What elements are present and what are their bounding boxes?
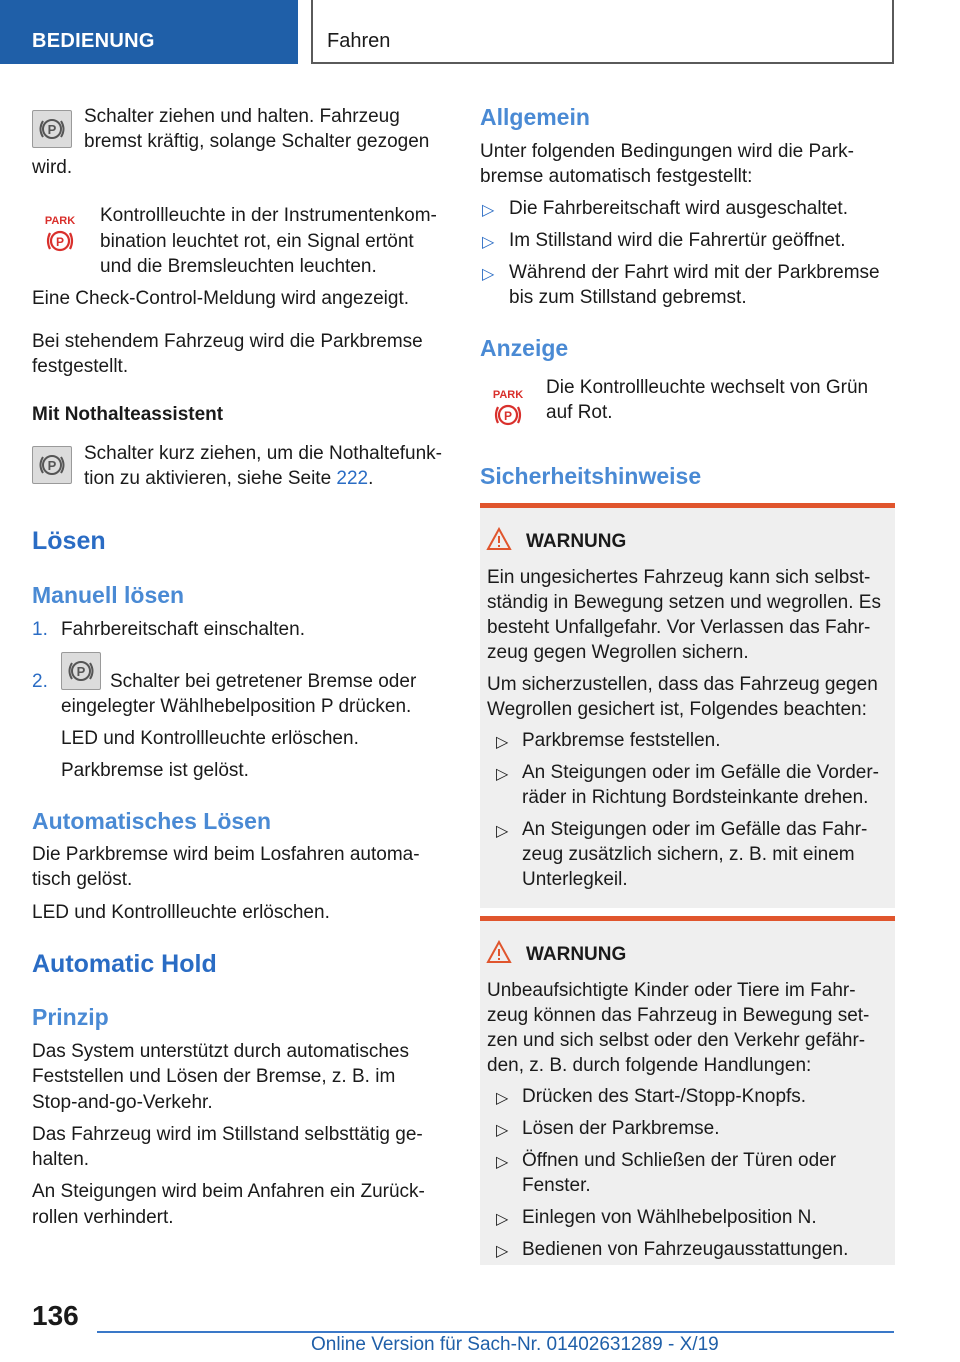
heading-automatisches-loesen: Automatisches Lösen: [32, 808, 271, 834]
paragraph-nothalt-line1: Schalter kurz ziehen, um die Nothaltefunk-: [84, 443, 443, 464]
page-number: 136: [32, 1300, 79, 1331]
paragraph-allgemein-line2: bremse automatisch festgestellt:: [480, 166, 753, 187]
warning-1-line6: Wegrollen gesichert ist, Folgendes beachten:: [487, 699, 867, 720]
heading-nothalteassistent: Mit Nothalteassistent: [32, 404, 224, 425]
paragraph-steigung-line2: rollen verhindert.: [32, 1207, 174, 1228]
warning-2-bullet-3-line1: Öffnen und Schließen der Türen oder: [522, 1150, 837, 1171]
warning-1-line4: zeug gegen Wegrollen sichern.: [487, 642, 749, 663]
warning-1-bullet-2-line1: An Steigungen oder im Gefälle die Vorder-: [522, 762, 879, 783]
bullet-triangle-icon: ▷: [496, 734, 509, 751]
step-1-text: Fahrbereitschaft einschalten.: [61, 619, 305, 640]
step-2-line1: Schalter bei getretener Bremse oder: [110, 671, 417, 692]
warning-2-bullet-3-line2: Fenster.: [522, 1175, 591, 1196]
header-section-tab: [0, 0, 298, 64]
bullet-triangle-icon: ▷: [482, 202, 495, 219]
warning-triangle-icon: [486, 527, 512, 551]
heading-allgemein: Allgemein: [480, 104, 590, 130]
header-section-label: BEDIENUNG: [32, 30, 155, 52]
paragraph-allgemein-line1: Unter folgenden Bedingungen wird die Park-: [480, 141, 854, 162]
paragraph-standing-line1: Bei stehendem Fahrzeug wird die Parkbremse: [32, 331, 423, 352]
paragraph-stillstand-line2: halten.: [32, 1149, 90, 1170]
svg-text:P: P: [47, 458, 57, 473]
parking-brake-switch-icon: [32, 110, 72, 148]
heading-prinzip: Prinzip: [32, 1004, 109, 1030]
svg-text:P: P: [76, 664, 86, 679]
warning-1-line2: ständig in Bewegung setzen und wegrollen. Es: [487, 592, 881, 613]
nothalt-text: tion zu aktivieren, siehe Seite: [84, 468, 337, 489]
bullet-2-text: Im Stillstand wird die Fahrertür geöffnet.: [509, 230, 846, 251]
warning-2-bullet-1: Drücken des Start-/Stopp-Knopfs.: [522, 1086, 807, 1107]
bullet-1-text: Die Fahrbereitschaft wird ausgeschaltet.: [509, 198, 848, 219]
step-number-1: 1.: [32, 619, 48, 640]
warning-2-bullet-4: Einlegen von Wählhebelposition N.: [522, 1207, 817, 1228]
step-number-2: 2.: [32, 671, 48, 692]
page-link-222[interactable]: 222: [336, 468, 369, 489]
paragraph-light-line3: und die Bremsleuchten leuchten.: [100, 256, 377, 277]
warning-2-line3: zen und sich selbst oder den Verkehr gefähr-: [487, 1030, 866, 1051]
warning-1-bullet-3-line3: Unterlegkeil.: [522, 869, 628, 890]
bullet-triangle-icon: ▷: [496, 823, 509, 840]
park-icon-label: PARK: [44, 215, 76, 227]
paragraph-pull-line1: Schalter ziehen und halten. Fahrzeug: [84, 106, 400, 127]
paragraph-pull-line3: wird.: [32, 157, 73, 178]
bullet-triangle-icon: ▷: [482, 266, 495, 283]
warning-1-line5: Um sicherzustellen, dass das Fahrzeug gegen: [487, 674, 878, 695]
parking-brake-switch-icon: [32, 446, 72, 484]
bullet-triangle-icon: ▷: [496, 1211, 509, 1228]
bullet-3-line1: Während der Fahrt wird mit der Parkbremse: [509, 262, 880, 283]
warning-1-bullet-2-line2: räder in Richtung Bordsteinkante drehen.: [522, 787, 869, 808]
svg-text:P: P: [47, 122, 57, 137]
step-2-line4: Parkbremse ist gelöst.: [61, 760, 249, 781]
header-chapter-tab: [311, 0, 894, 64]
park-icon-label: PARK: [492, 389, 524, 401]
warning-2-line2: zeug können das Fahrzeug in Bewegung set-: [487, 1005, 870, 1026]
warning-2-bullet-2: Lösen der Parkbremse.: [522, 1118, 720, 1139]
paragraph-prinzip-line2: Feststellen und Lösen der Bremse, z. B. im: [32, 1066, 396, 1087]
warning-triangle-icon: [486, 940, 512, 964]
step-2-line3: LED und Kontrollleuchte erlöschen.: [61, 728, 359, 749]
bullet-triangle-icon: ▷: [482, 234, 495, 251]
paragraph-stillstand-line1: Das Fahrzeug wird im Stillstand selbsttätig ge-: [32, 1124, 423, 1145]
warning-2-bullet-5: Bedienen von Fahrzeugausstattungen.: [522, 1239, 849, 1260]
paragraph-anzeige-line2: auf Rot.: [546, 402, 613, 423]
warning-1-bullet-3-line2: zeug zusätzlich sichern, z. B. mit einem: [522, 844, 855, 865]
warning-1-title: WARNUNG: [526, 531, 627, 552]
paragraph-prinzip-line3: Stop-and-go-Verkehr.: [32, 1092, 213, 1113]
bullet-triangle-icon: ▷: [496, 1122, 509, 1139]
footer-online-version: Online Version für Sach-Nr. 01402631289 - X/19: [311, 1334, 719, 1355]
svg-text:P: P: [55, 235, 65, 249]
footer-divider: [97, 1331, 894, 1333]
bullet-triangle-icon: ▷: [496, 1154, 509, 1171]
paragraph-nothalt-line2: [84, 466, 373, 491]
header-chapter-label: Fahren: [327, 30, 391, 52]
warning-2-line1: Unbeaufsichtigte Kinder oder Tiere im Fahr-: [487, 980, 856, 1001]
warning-2-line4: den, z. B. durch folgende Handlungen:: [487, 1055, 812, 1076]
park-warning-light-icon: [486, 386, 530, 430]
bullet-triangle-icon: ▷: [496, 766, 509, 783]
bullet-triangle-icon: ▷: [496, 1243, 509, 1260]
warning-1-line1: Ein ungesichertes Fahrzeug kann sich selbst-: [487, 567, 871, 588]
warning-1-bullet-3-line1: An Steigungen oder im Gefälle das Fahr-: [522, 819, 868, 840]
svg-text:P: P: [503, 409, 513, 423]
warning-1-line3: besteht Unfallgefahr. Vor Verlassen das Fahr-: [487, 617, 871, 638]
paragraph-steigung-line1: An Steigungen wird beim Anfahren ein Zurück-: [32, 1181, 425, 1202]
paragraph-auto-line1: Die Parkbremse wird beim Losfahren automa-: [32, 844, 420, 865]
paragraph-led-off: LED und Kontrollleuchte erlöschen.: [32, 902, 330, 923]
parking-brake-switch-icon: [61, 652, 101, 690]
step-2-line2: eingelegter Wählhebelposition P drücken.: [61, 696, 412, 717]
paragraph-check-control: Eine Check-Control-Meldung wird angezeigt.: [32, 288, 410, 309]
bullet-3-line2: bis zum Stillstand gebremst.: [509, 287, 747, 308]
heading-automatic-hold: Automatic Hold: [32, 950, 217, 978]
paragraph-pull-line2: bremst kräftig, solange Schalter gezogen: [84, 131, 430, 152]
heading-manuell-loesen: Manuell lösen: [32, 582, 185, 608]
heading-sicherheitshinweise: Sicherheitshinweise: [480, 463, 702, 489]
paragraph-light-line2: bination leuchtet rot, ein Signal ertönt: [100, 231, 414, 252]
heading-anzeige: Anzeige: [480, 335, 569, 361]
paragraph-standing-line2: festgestellt.: [32, 356, 129, 377]
paragraph-anzeige-line1: Die Kontrollleuchte wechselt von Grün: [546, 377, 869, 398]
bullet-triangle-icon: ▷: [496, 1090, 509, 1107]
park-warning-light-icon: [38, 212, 82, 256]
warning-1-bullet-1: Parkbremse feststellen.: [522, 730, 721, 751]
heading-loesen: Lösen: [32, 527, 106, 555]
paragraph-prinzip-line1: Das System unterstützt durch automatisches: [32, 1041, 409, 1062]
warning-2-title: WARNUNG: [526, 944, 627, 965]
paragraph-light-line1: Kontrollleuchte in der Instrumentenkom-: [100, 205, 437, 226]
paragraph-auto-line2: tisch gelöst.: [32, 869, 133, 890]
nothalt-period: .: [368, 468, 374, 489]
